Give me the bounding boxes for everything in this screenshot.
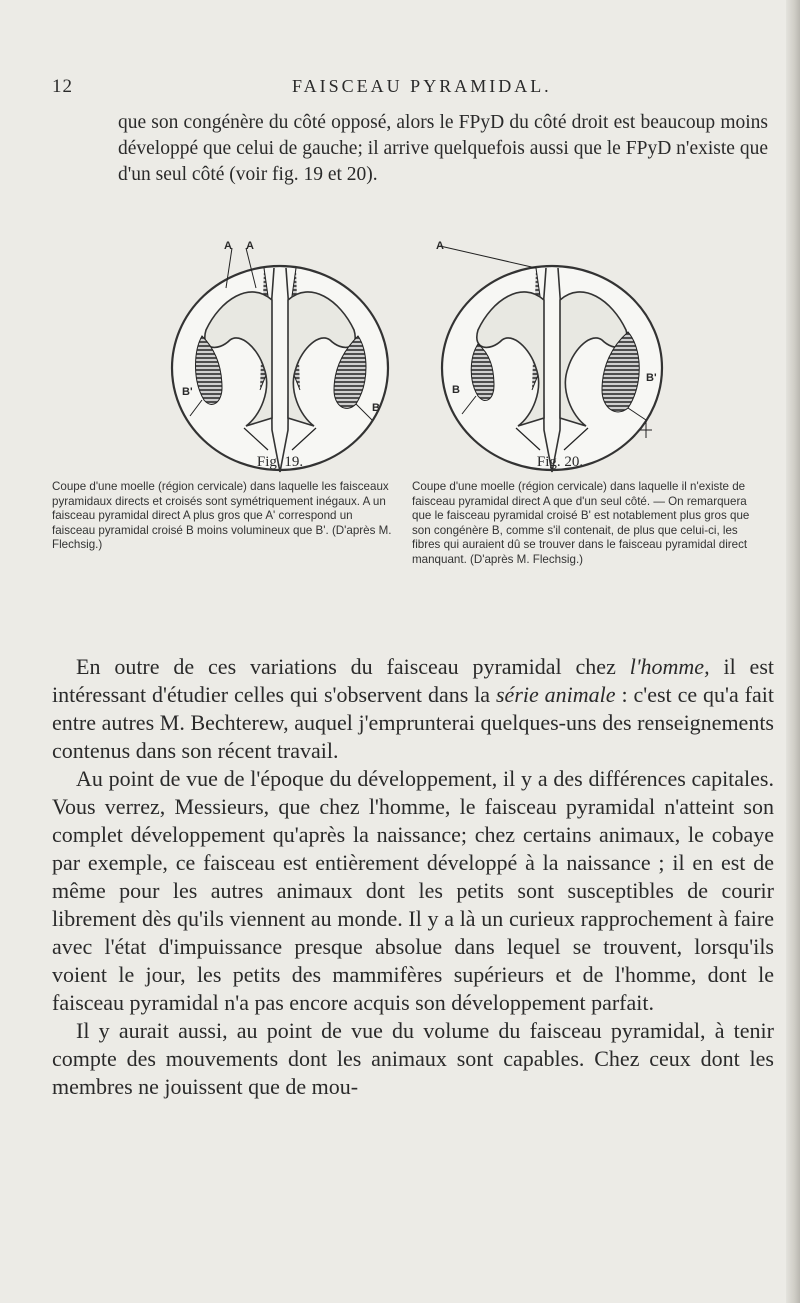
label-b-right: B' (646, 372, 657, 384)
figure-20-illustration (432, 240, 672, 484)
p1-text-a: En outre de ces variations du faisceau pyramidal chez (76, 654, 630, 679)
p1-text-c: : c'est ce qu'a fait entre autres M. Bechterew, auquel j'emprunterai quelques-uns des renseignements contenus dans son récent travail. (52, 682, 774, 763)
spinal-cord-section-20 (432, 240, 672, 484)
header-title: FAISCEAU PYRAMIDAL. (292, 76, 552, 96)
label-a-top: A (436, 240, 444, 252)
label-a-left: A (224, 240, 232, 252)
page-edge (786, 0, 800, 1303)
intro-paragraph: que son congénère du côté opposé, alors le FPyD du côté droit est beaucoup moins développé que celui de gauche; il arrive quelquefois aussi que le FPyD n'existe que d'un seul côté (voir fig. 19 et 20). (118, 112, 768, 185)
p1-italic-homme: l'homme, (629, 654, 710, 679)
figure-20-number: Fig. 20. (536, 454, 584, 470)
spinal-cord-section-19 (160, 240, 400, 484)
body-paragraph-3: Il y aurait aussi, au point de vue du volume du faisceau pyramidal, à tenir compte des mouvements dont les animaux sont capables. Chez ceux dont les membres ne jouissent que de mou- (52, 1018, 774, 1099)
body-paragraph-1 (52, 653, 774, 765)
figure-20-caption: Coupe d'une moelle (région cervicale) dans laquelle il n'existe de faisceau pyramidal direct A que d'un seul côté. — On remarquera que le faisceau pyramidal croisé B' est notablement plus gros que son congénère B, comme s'il contenait, de plus que celui-ci, les fibres qui auraient dû se trouver dans le faisceau pyramidal direct manquant. (D'après M. Flechsig.) (412, 480, 750, 566)
page-number: 12 (52, 76, 73, 97)
figure-19-number: Fig. 19. (256, 454, 304, 470)
p1-text-b: il est intéressant d'étudier celles qui s'observent dans la (52, 654, 774, 707)
body-text (52, 653, 774, 1101)
label-b-left: B (452, 384, 460, 396)
label-b-left: B' (182, 386, 193, 398)
figure-19-illustration (160, 240, 400, 484)
body-paragraph-2: Au point de vue de l'époque du développement, il y a des différences capitales. Vous verrez, Messieurs, que chez l'homme, le faisceau pyramidal n'atteint son complet développement qu'après la naissance; chez certains animaux, le cobaye par exemple, ce faisceau est entièrement développé à la naissance ; il en est de même pour les autres animaux dont les petits sont susceptibles de courir librement dès qu'ils viennent au monde. Il y a là un curieux rapprochement à faire avec l'état d'impuissance presque absolue dans lequel se trouvent, lorsqu'ils voient le jour, les petits des mammifères supérieurs et de l'homme, dont le faisceau pyramidal n'a pas encore acquis son développement parfait. (52, 766, 774, 1015)
running-head (0, 76, 800, 100)
figure-19-caption: Coupe d'une moelle (région cervicale) dans laquelle les faisceaux pyramidaux directs et croisés sont symétriquement inégaux. A un faisceau pyramidal direct A plus gros que A' correspond un faisceau pyramidal croisé B moins volumineux que B'. (D'après M. Flechsig.) (52, 480, 392, 551)
p1-italic-serie: série animale (496, 682, 616, 707)
label-b-right: B (372, 402, 380, 414)
label-a-right: A (246, 240, 254, 252)
